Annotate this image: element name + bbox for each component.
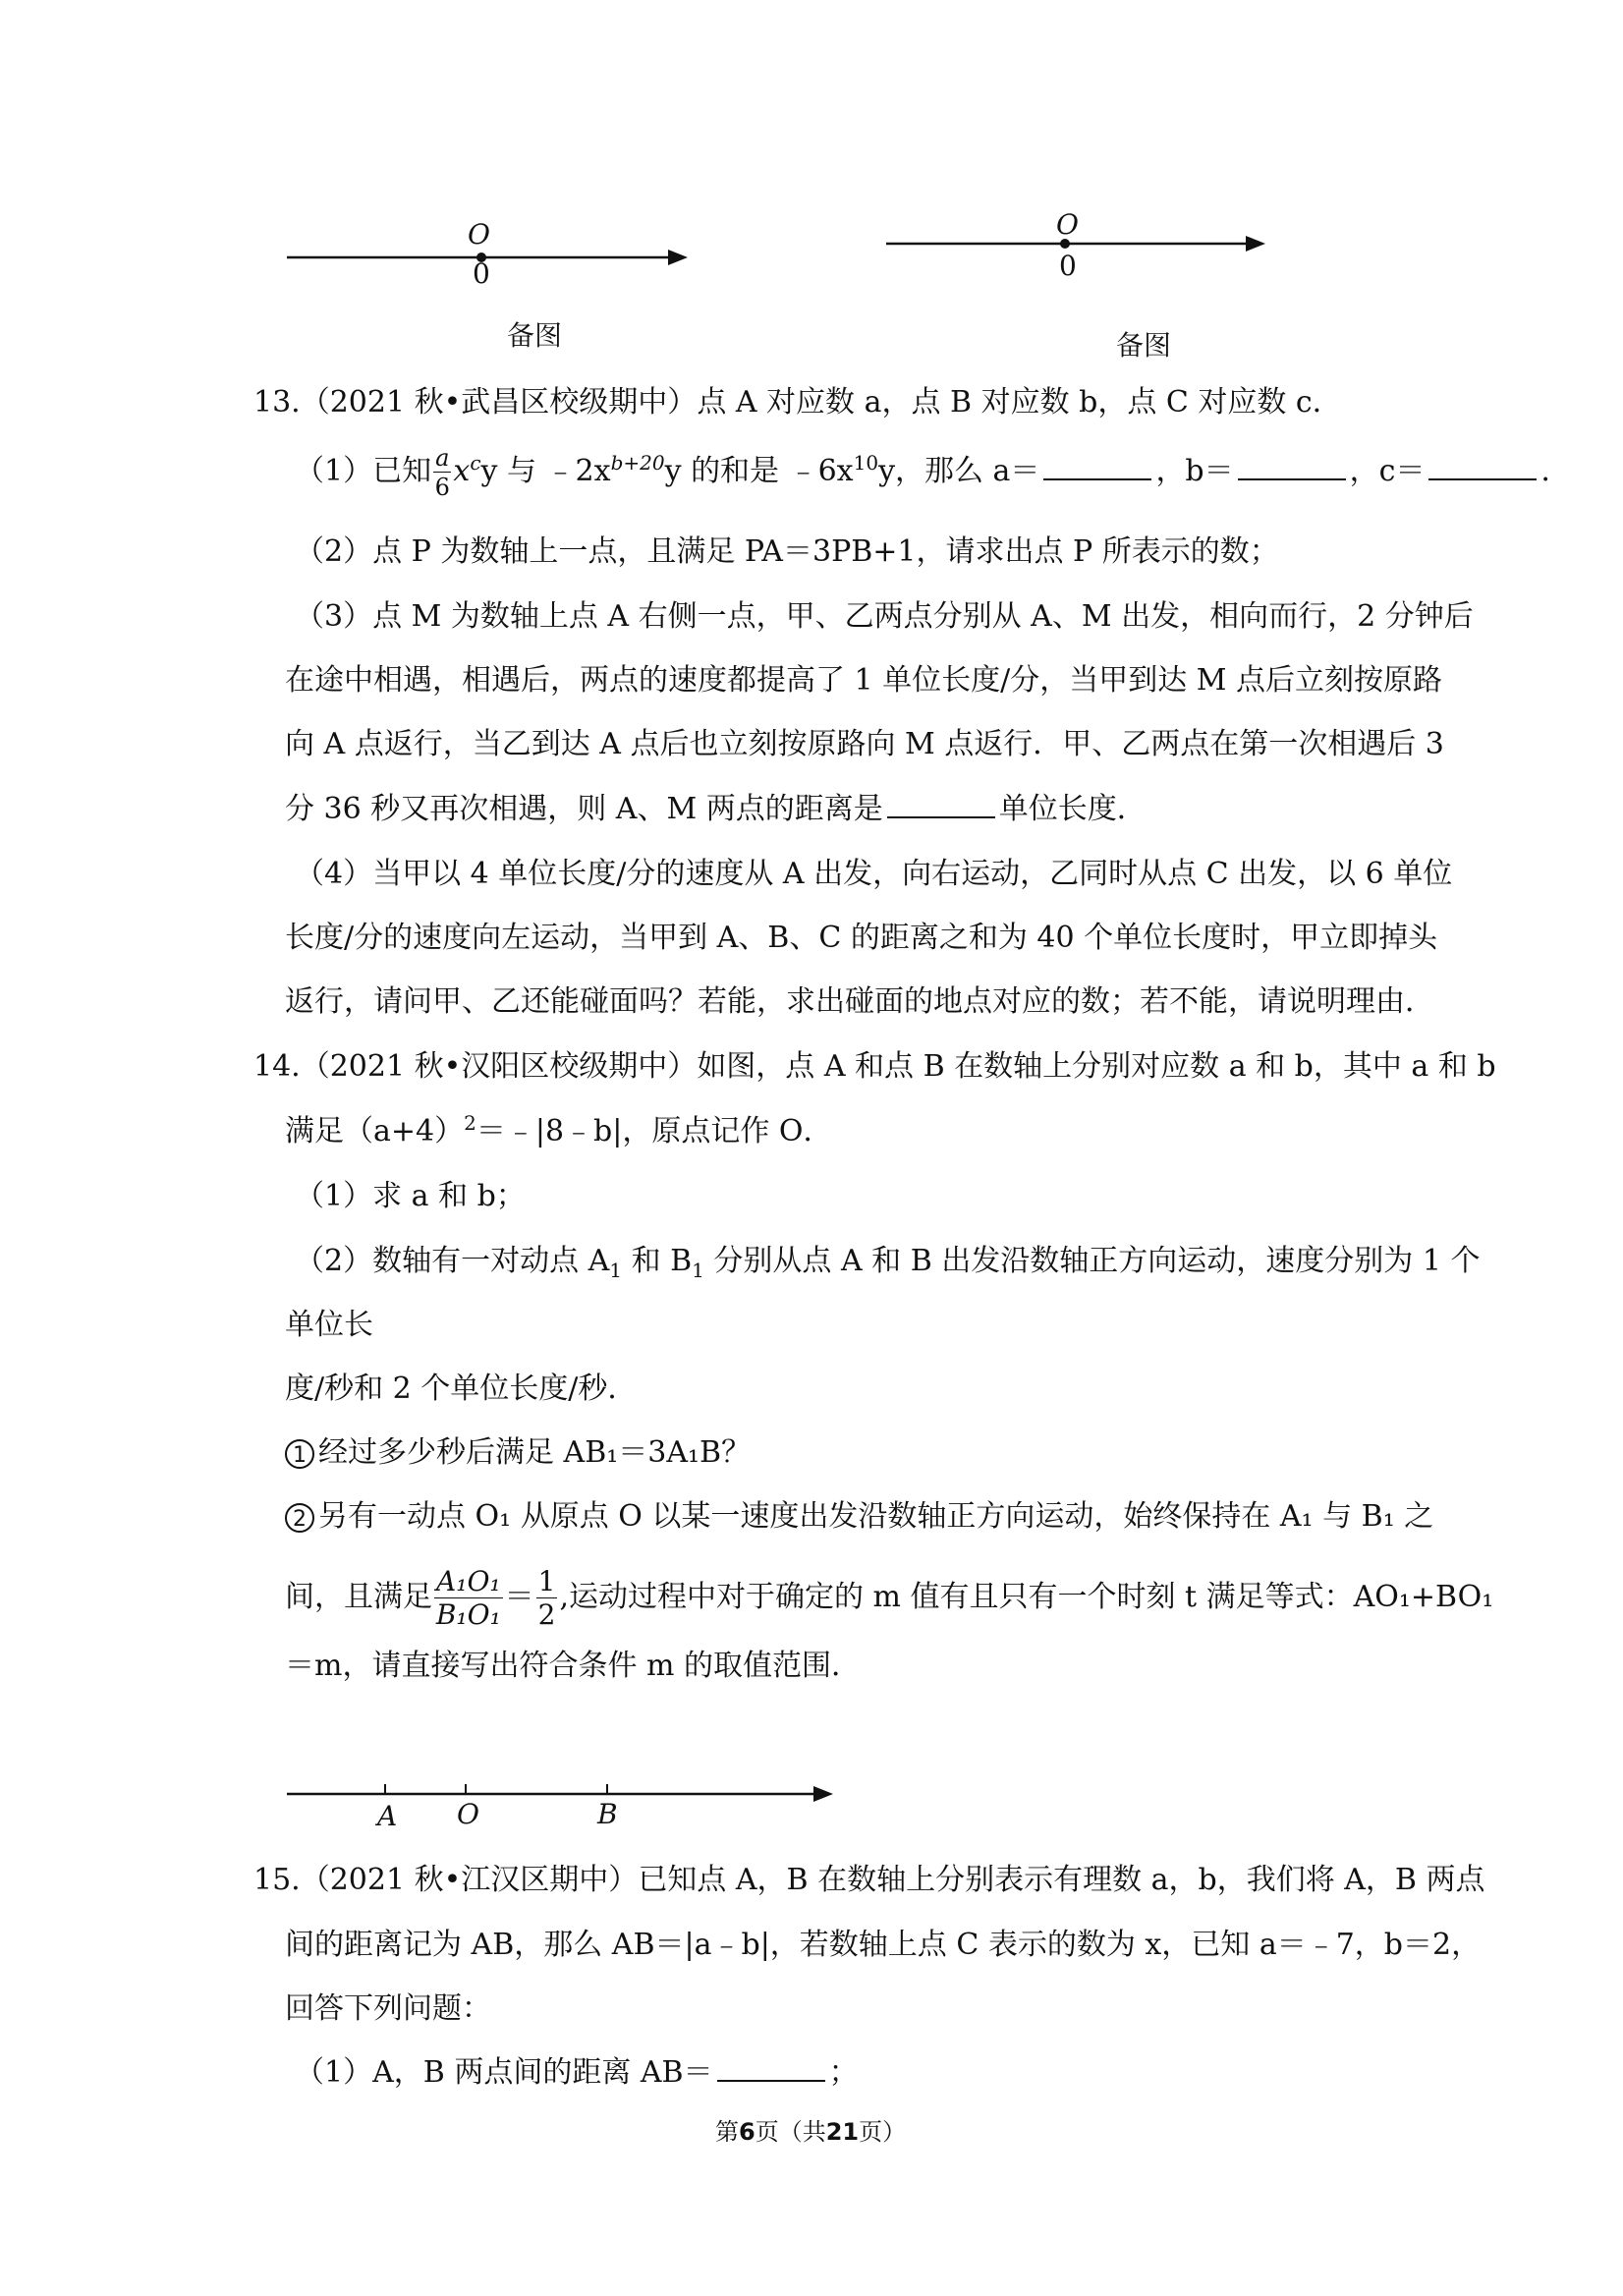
q13-p1-y3: y，那么 a＝ xyxy=(878,454,1040,488)
q14-part2-line1 xyxy=(295,1240,1480,1283)
q14-p2a: （2）数轴有一对动点 A xyxy=(295,1244,610,1278)
q15-line1: 已知点 A，B 在数轴上分别表示有理数 a，b，我们将 A，B 两点 xyxy=(638,1863,1485,1897)
answer-blank-ab[interactable] xyxy=(717,2052,825,2082)
q13-part4-line1: （4）当甲以 4 单位长度/分的速度从 A 出发，向右运动，乙同时从点 C 出发，以 6 单位 xyxy=(295,857,1453,891)
q14-stem2-exp: 2 xyxy=(464,1111,476,1135)
q13-part1 xyxy=(295,446,1570,499)
q14-c2-line2b: ,运动过程中对于确定的 m 值有且只有一个时刻 t 满足等式：AO₁+BO₁ xyxy=(559,1580,1494,1614)
q14-p2b: 和 B xyxy=(622,1244,693,1278)
q14-number: 14. xyxy=(253,1049,301,1084)
q14-part2-line3: 度/秒和 2 个单位长度/秒． xyxy=(285,1372,638,1406)
right-origin-label: O xyxy=(1056,208,1079,241)
q13-p1-prefix: （1）已知 xyxy=(295,454,432,488)
q14-stem-line1 xyxy=(253,1045,1496,1089)
q14-c2-line1: 另有一动点 O₁ 从原点 O 以某一速度出发沿数轴正方向运动，始终保持在 A₁ 与 B₁ 之 xyxy=(318,1499,1434,1534)
q13-part2: （2）点 P 为数轴上一点，且满足 PA＝3PB+1，请求出点 P 所表示的数； xyxy=(295,534,1279,569)
q14-stem-line2 xyxy=(285,1110,832,1153)
q13-p1-exp-b20: b+20 xyxy=(610,451,665,475)
answer-blank-b[interactable] xyxy=(1238,451,1346,480)
q14-number-line xyxy=(285,1774,845,1814)
q13-stem xyxy=(253,381,1342,424)
q15-part1 xyxy=(295,2051,859,2095)
q13-p3-unit: 单位长度． xyxy=(998,792,1147,826)
q14-p2c: 分别从点 A 和 B 出发沿数轴正方向运动，速度分别为 1 个 xyxy=(703,1244,1481,1278)
q13-p1-x: x xyxy=(453,454,471,488)
q14-label-b: B xyxy=(597,1798,618,1830)
q13-stem-text: 点 A 对应数 a，点 B 对应数 b，点 C 对应数 c． xyxy=(697,385,1342,420)
q13-p1-exp-c: c xyxy=(470,451,481,475)
q14-c1-text: 经过多少秒后满足 AB₁＝3A₁B？ xyxy=(318,1435,752,1470)
q13-part3-line3: 向 A 点返行，当乙到达 A 点后也立刻按原路向 M 点返行．甲、乙两点在第一次相遇后 3 xyxy=(285,727,1444,761)
frac-den: 2 xyxy=(537,1598,556,1631)
q15-p1-end: ； xyxy=(828,2055,859,2090)
frac-den: B₁O₁ xyxy=(435,1598,501,1631)
footer-mid: 页（共 xyxy=(755,2118,826,2146)
q15-stem-line1 xyxy=(253,1859,1485,1902)
q14-label-a: A xyxy=(377,1800,398,1832)
footer-suffix: 页） xyxy=(859,2118,907,2146)
q14-p2-sub1: 1 xyxy=(609,1259,623,1282)
q15-source: （2021 秋•江汉区期中） xyxy=(300,1863,639,1897)
number-line-right xyxy=(884,208,1277,277)
q14-circled-2-line3: ＝m，请直接写出符合条件 m 的取值范围． xyxy=(285,1649,861,1683)
number-line-left xyxy=(285,216,698,305)
answer-blank-c[interactable] xyxy=(1428,451,1537,480)
q13-part3-line1: （3）点 M 为数轴上点 A 右侧一点，甲、乙两点分别从 A、M 出发，相向而行，2 分钟后 xyxy=(295,599,1474,634)
q14-source: （2021 秋•汉阳区校级期中） xyxy=(300,1049,698,1084)
q14-label-o: O xyxy=(457,1798,479,1830)
q14-circled-2-line1 xyxy=(285,1495,1433,1539)
q13-p1-y2: y 的和是 ﹣6x xyxy=(664,454,854,488)
q14-stem2a: 满足（a+4） xyxy=(285,1114,465,1148)
q13-p1-end: ． xyxy=(1540,454,1571,488)
q13-p1-c-label: ，c＝ xyxy=(1349,454,1426,488)
footer-total-pages: 21 xyxy=(825,2118,860,2146)
q13-source: （2021 秋•武昌区校级期中） xyxy=(300,385,698,420)
q13-part4-line2: 长度/分的速度向左运动，当甲到 A、B、C 的距离之和为 40 个单位长度时，甲立即掉头 xyxy=(285,921,1438,955)
q13-number: 13. xyxy=(253,385,301,420)
q13-part3-line4 xyxy=(285,788,1147,831)
left-origin-label: O xyxy=(468,218,490,251)
frac-num: a xyxy=(435,444,450,472)
q14-stem2b: ＝﹣|8﹣b|，原点记作 O． xyxy=(476,1114,833,1148)
q14-p2-sub2: 1 xyxy=(692,1259,704,1282)
q13-part4-line3: 返行，请问甲、乙还能碰面吗？若能，求出碰面的地点对应的数；若不能，请说明理由． xyxy=(285,984,1434,1019)
q15-number: 15. xyxy=(253,1863,301,1897)
q13-part3-line2: 在途中相遇，相遇后，两点的速度都提高了 1 单位长度/分，当甲到达 M 点后立刻按原路 xyxy=(285,663,1443,698)
right-caption: 备图 xyxy=(1116,329,1172,362)
q14-part2-line2: 单位长 xyxy=(285,1308,373,1342)
left-caption: 备图 xyxy=(507,319,563,352)
q14-c2-eq: ＝ xyxy=(504,1580,534,1614)
circled-number-2: 2 xyxy=(285,1503,314,1533)
q14-circled-1 xyxy=(285,1431,751,1475)
right-zero-label: 0 xyxy=(1059,250,1077,282)
left-zero-label: 0 xyxy=(473,257,490,290)
q15-stem-line3: 回答下列问题： xyxy=(285,1991,491,2026)
q14-part1: （1）求 a 和 b； xyxy=(295,1179,526,1213)
q15-stem-line2: 间的距离记为 AB，那么 AB＝|a﹣b|，若数轴上点 C 表示的数为 x，已知 a＝﹣7，b＝2， xyxy=(285,1928,1482,1962)
frac-den: 6 xyxy=(434,474,450,501)
answer-blank-am[interactable] xyxy=(887,789,995,818)
q13-p3-text: 分 36 秒又再次相遇，则 A、M 两点的距离是 xyxy=(285,792,883,826)
q14-ratio-fraction xyxy=(434,1565,503,1631)
q13-p1-y1: y 与 ﹣2x xyxy=(480,454,611,488)
q14-circled-2-line2 xyxy=(285,1566,1493,1629)
q13-p1-b-label: ，b＝ xyxy=(1155,454,1234,488)
frac-num: A₁O₁ xyxy=(436,1565,501,1597)
q14-c2-line2a: 间，且满足 xyxy=(285,1580,432,1614)
q14-stem-text: 如图，点 A 和点 B 在数轴上分别对应数 a 和 b，其中 a 和 b xyxy=(697,1049,1496,1084)
q15-p1-text: （1）A，B 两点间的距离 AB＝ xyxy=(295,2055,713,2090)
footer-page-number: 6 xyxy=(739,2118,756,2146)
circled-number-1: 1 xyxy=(285,1439,314,1469)
footer-prefix: 第 xyxy=(715,2118,739,2146)
answer-blank-a[interactable] xyxy=(1043,451,1151,480)
q13-p1-fraction xyxy=(433,446,451,499)
q13-p1-exp-10: 10 xyxy=(853,451,879,475)
q14-half-fraction xyxy=(536,1565,558,1631)
frac-num: 1 xyxy=(537,1565,556,1597)
page-footer xyxy=(715,2112,906,2147)
